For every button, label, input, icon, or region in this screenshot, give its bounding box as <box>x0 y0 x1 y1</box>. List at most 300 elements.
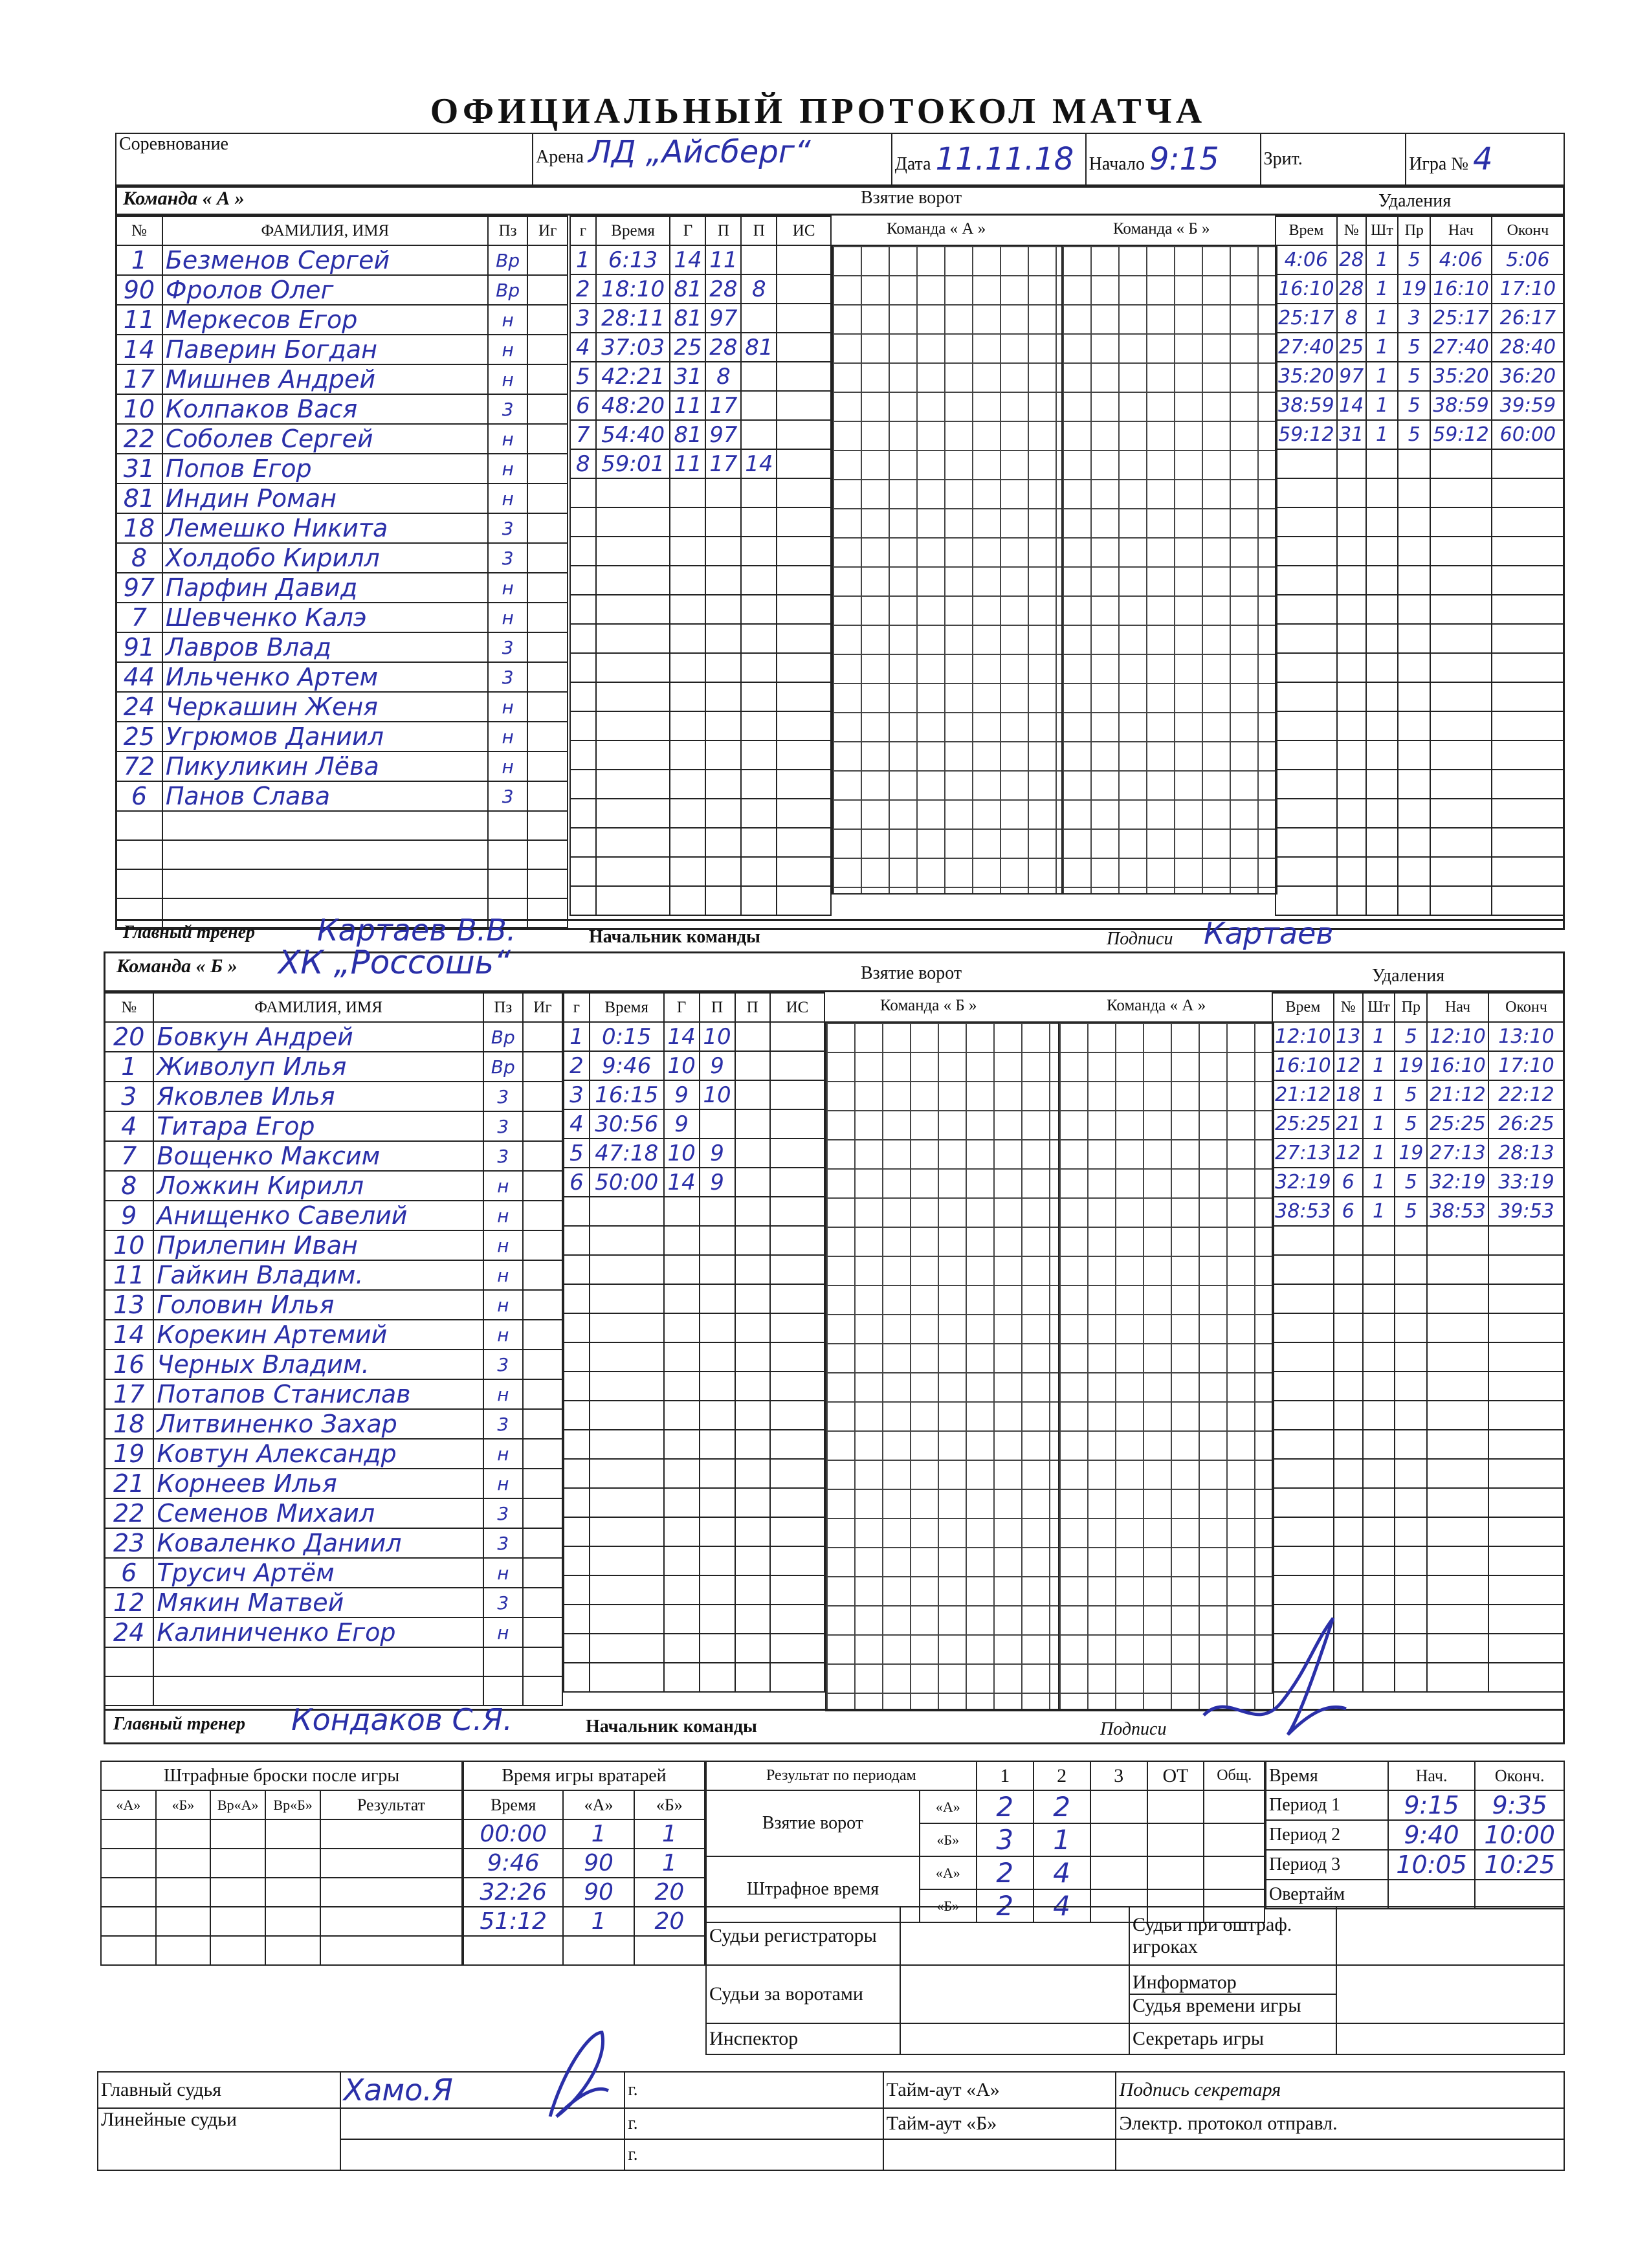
shootout-col-b: «Б» <box>156 1790 211 1819</box>
goal-a2 <box>741 478 777 507</box>
goal-row <box>570 507 831 537</box>
document-title: ОФИЦИАЛЬНЫЙ ПРОТОКОЛ МАТЧА <box>430 91 1206 131</box>
goal-a1 <box>700 1546 735 1575</box>
player-row <box>104 1528 562 1558</box>
player-name: Парфин Давид <box>162 573 488 603</box>
penalty-sh <box>1366 740 1398 770</box>
goals-team-b-tag: «Б» <box>920 1823 977 1856</box>
penalty-row <box>1272 1109 1564 1139</box>
player-played <box>527 513 568 543</box>
player-position: н <box>488 424 528 454</box>
penalty-start <box>1427 1575 1488 1605</box>
goal-a2 <box>741 304 777 333</box>
penalty-sh <box>1366 711 1398 740</box>
player-position: н <box>483 1260 523 1290</box>
penalty-start <box>1430 682 1492 711</box>
penalty-sh <box>1366 595 1398 624</box>
goal-row <box>564 1284 824 1313</box>
player-position: н <box>488 722 528 751</box>
player-number: 97 <box>116 573 162 603</box>
goal-is <box>777 537 831 566</box>
penalty-row <box>1272 1488 1564 1517</box>
goal-n <box>570 537 596 566</box>
penalty-start: 27:13 <box>1427 1139 1488 1168</box>
penalty-pr: 3 <box>1398 304 1430 333</box>
penalty-sh: 1 <box>1366 304 1398 333</box>
shootout-col-a: «А» <box>101 1790 156 1819</box>
goal-is <box>770 1139 824 1168</box>
goal-row <box>564 1459 824 1488</box>
goal-a1: 28 <box>705 274 741 304</box>
goal-g <box>670 770 705 799</box>
goal-a1 <box>705 857 741 886</box>
player-position: 3 <box>488 781 528 811</box>
goal-col-g: Г <box>664 993 700 1022</box>
player-played <box>527 869 568 898</box>
penalty-end <box>1488 1546 1564 1575</box>
player-played <box>523 1558 562 1588</box>
start-label: Начало <box>1089 154 1145 174</box>
goal-g: 14 <box>664 1168 700 1197</box>
penalty-sh <box>1366 857 1398 886</box>
goal-n: 4 <box>564 1109 590 1139</box>
penalty-row <box>1276 799 1564 828</box>
penalty-start <box>1430 886 1492 915</box>
goal-n <box>564 1372 590 1401</box>
goal-g <box>664 1197 700 1226</box>
player-played <box>527 751 568 781</box>
player-name: Вощенко Максим <box>153 1141 483 1171</box>
penalty-no <box>1337 507 1366 537</box>
goal-a2: 8 <box>741 274 777 304</box>
goal-g: 81 <box>670 420 705 449</box>
goal-a1 <box>700 1109 735 1139</box>
penalty-pr: 19 <box>1395 1051 1427 1080</box>
team-b-penalties-table <box>1272 992 1565 1693</box>
goal-row <box>564 1051 824 1080</box>
goal-a1: 28 <box>705 333 741 362</box>
penalty-no <box>1334 1459 1363 1488</box>
team-b-coach-value: Кондаков С.Я. <box>291 1702 513 1737</box>
goal-is <box>777 595 831 624</box>
pen-col-min: Шт <box>1363 993 1395 1022</box>
penalty-time <box>1276 653 1337 682</box>
goal-a1: 9 <box>700 1168 735 1197</box>
penalty-no <box>1337 828 1366 857</box>
goal-row <box>570 420 831 449</box>
goal-a1: 9 <box>700 1051 735 1080</box>
player-row <box>116 424 568 454</box>
period-results-header: Результат по периодам <box>706 1761 977 1790</box>
player-row <box>104 1201 562 1230</box>
player-row <box>116 632 568 662</box>
penalty-pr: 5 <box>1395 1168 1427 1197</box>
player-played <box>523 1111 562 1141</box>
player-row <box>116 662 568 692</box>
goal-row <box>564 1255 824 1284</box>
goal-g <box>664 1605 700 1634</box>
penalty-sh <box>1363 1546 1395 1575</box>
player-position: н <box>483 1201 523 1230</box>
penalty-no <box>1334 1342 1363 1372</box>
player-name: Мишнев Андрей <box>162 364 488 394</box>
goal-row <box>570 245 831 274</box>
player-row <box>116 275 568 305</box>
goal-is <box>770 1284 824 1313</box>
player-played <box>523 1469 562 1498</box>
player-name: Фролов Олег <box>162 275 488 305</box>
penalty-row <box>1276 449 1564 478</box>
penalty-time: 16:10 <box>1276 274 1337 304</box>
penalty-time <box>1276 478 1337 507</box>
player-played <box>523 1141 562 1171</box>
penalty-pr <box>1398 478 1430 507</box>
goal-row <box>564 1663 824 1692</box>
goal-is <box>770 1109 824 1139</box>
period-times-table <box>1265 1761 1565 1909</box>
player-position: н <box>483 1320 523 1350</box>
goal-a2 <box>735 1546 770 1575</box>
goal-a1: 10 <box>700 1022 735 1051</box>
player-number: 24 <box>116 692 162 722</box>
goal-is <box>777 770 831 799</box>
penalty-pr: 5 <box>1398 420 1430 449</box>
goal-time <box>590 1313 664 1342</box>
penalty-no <box>1337 537 1366 566</box>
team-a-coach-label: Главный тренер <box>123 922 256 942</box>
officials-registrars: Судьи регистраторы <box>706 1907 900 1965</box>
goalie-time: 9:46 <box>463 1849 563 1878</box>
penalty-no: 97 <box>1337 362 1366 391</box>
penalty-row <box>1272 1430 1564 1459</box>
penalty-time <box>1276 711 1337 740</box>
penalty-pr <box>1395 1459 1427 1488</box>
penalty-time: 21:12 <box>1272 1080 1334 1109</box>
goal-n: 5 <box>564 1139 590 1168</box>
goal-a1 <box>700 1430 735 1459</box>
penalty-row <box>1276 274 1564 304</box>
period-col-ot: ОТ <box>1147 1761 1204 1790</box>
player-played <box>527 424 568 454</box>
player-played <box>523 1528 562 1558</box>
penalty-end: 28:40 <box>1492 333 1564 362</box>
penalty-sh <box>1363 1284 1395 1313</box>
player-name: Трусич Артём <box>153 1558 483 1588</box>
team-a-manager-label: Начальник команды <box>589 927 760 947</box>
penalty-time: 32:19 <box>1272 1168 1334 1197</box>
team-b-ice-a-header: Команда « А » <box>1107 997 1206 1014</box>
goal-a1 <box>700 1401 735 1430</box>
player-row <box>104 1260 562 1290</box>
penalty-row <box>1276 682 1564 711</box>
pen-col-start: Нач <box>1427 993 1488 1022</box>
penalty-pr <box>1398 624 1430 653</box>
goal-time <box>596 595 670 624</box>
penalty-end: 36:20 <box>1492 362 1564 391</box>
goal-a1 <box>700 1605 735 1634</box>
goal-is <box>777 507 831 537</box>
player-row <box>116 869 568 898</box>
penalty-end: 33:19 <box>1488 1168 1564 1197</box>
penalty-pr: 5 <box>1395 1109 1427 1139</box>
goalie-b: 1 <box>634 1849 705 1878</box>
goalie-time: 00:00 <box>463 1819 563 1849</box>
goal-time <box>590 1605 664 1634</box>
goal-time <box>596 740 670 770</box>
team-a-coach-value: Картаев В.В. <box>317 913 516 948</box>
goal-row <box>564 1488 824 1517</box>
player-name: Прилепин Иван <box>153 1230 483 1260</box>
goal-n <box>570 507 596 537</box>
penalty-start <box>1430 507 1492 537</box>
player-number: 31 <box>116 454 162 484</box>
goalie-col-a: «А» <box>563 1790 634 1819</box>
goal-a1: 17 <box>705 391 741 420</box>
player-played <box>523 1409 562 1439</box>
pen-col-time: Врем <box>1272 993 1334 1022</box>
player-played <box>523 1320 562 1350</box>
goal-g: 10 <box>664 1051 700 1080</box>
penalty-sh <box>1366 799 1398 828</box>
goal-g: 9 <box>664 1109 700 1139</box>
goal-time: 37:03 <box>596 333 670 362</box>
period-start: 9:40 <box>1388 1820 1476 1850</box>
goalie-row <box>463 1849 705 1878</box>
goal-n <box>564 1401 590 1430</box>
goal-n: 2 <box>564 1051 590 1080</box>
penalty-time <box>1276 449 1337 478</box>
goal-time <box>596 653 670 682</box>
player-name: Черкашин Женя <box>162 692 488 722</box>
player-played <box>527 275 568 305</box>
goal-a2 <box>735 1517 770 1546</box>
goal-n <box>570 711 596 740</box>
player-row <box>104 1647 562 1676</box>
player-number: 10 <box>116 394 162 424</box>
player-row <box>116 394 568 424</box>
period-col-2: 2 <box>1034 1761 1090 1790</box>
player-name: Пикуликин Лёва <box>162 751 488 781</box>
game-cell <box>1406 133 1564 185</box>
penalty-sh: 1 <box>1366 333 1398 362</box>
penalty-pr <box>1395 1634 1427 1663</box>
player-played <box>523 1676 562 1706</box>
goal-time <box>590 1575 664 1605</box>
goal-a1 <box>700 1313 735 1342</box>
player-number: 14 <box>104 1320 153 1350</box>
penalty-start: 16:10 <box>1427 1051 1488 1080</box>
goal-row <box>570 595 831 624</box>
goal-row <box>564 1022 824 1051</box>
goal-g <box>670 711 705 740</box>
pim-b-p1: 2 <box>977 1889 1034 1922</box>
penalty-start: 59:12 <box>1430 420 1492 449</box>
player-name: Холдобо Кирилл <box>162 543 488 573</box>
player-row <box>104 1618 562 1647</box>
penalty-time <box>1276 740 1337 770</box>
penalty-row <box>1276 828 1564 857</box>
penalty-sh <box>1363 1401 1395 1430</box>
penalty-row <box>1276 537 1564 566</box>
goal-time <box>590 1634 664 1663</box>
player-played <box>523 1290 562 1320</box>
player-played <box>527 335 568 364</box>
penalty-no <box>1334 1546 1363 1575</box>
goal-row <box>570 799 831 828</box>
team-a-signatures-label: Подписи <box>1107 929 1173 949</box>
team-b-penalties-header: Удаления <box>1372 966 1445 986</box>
goal-a2 <box>735 1051 770 1080</box>
penalty-row <box>1276 507 1564 537</box>
team-b-signature-scribble <box>1191 1605 1359 1754</box>
period-start-header: Нач. <box>1388 1761 1476 1790</box>
player-played <box>523 1230 562 1260</box>
goal-n <box>570 653 596 682</box>
player-played <box>527 811 568 840</box>
penalty-row <box>1276 333 1564 362</box>
goal-g: 25 <box>670 333 705 362</box>
penalty-row <box>1272 1197 1564 1226</box>
penalty-end: 22:12 <box>1488 1080 1564 1109</box>
player-position: н <box>488 603 528 632</box>
goal-a2 <box>741 682 777 711</box>
goal-row <box>564 1430 824 1459</box>
player-position: н <box>488 692 528 722</box>
goalie-time: 32:26 <box>463 1878 563 1907</box>
goal-is <box>777 478 831 507</box>
goal-time <box>596 537 670 566</box>
penalty-pr: 5 <box>1398 362 1430 391</box>
penalty-start <box>1430 449 1492 478</box>
player-row <box>104 1230 562 1260</box>
penalty-pr <box>1398 740 1430 770</box>
goal-a1 <box>705 478 741 507</box>
penalty-start <box>1430 857 1492 886</box>
penalty-no: 28 <box>1337 274 1366 304</box>
penalty-sh <box>1363 1488 1395 1517</box>
player-played <box>527 662 568 692</box>
goal-a2: 14 <box>741 449 777 478</box>
goalie-b: 20 <box>634 1878 705 1907</box>
player-row <box>116 543 568 573</box>
officials-table <box>705 1906 1565 2055</box>
penalty-start <box>1430 478 1492 507</box>
goal-n <box>564 1430 590 1459</box>
goal-n: 6 <box>570 391 596 420</box>
period-label: Овертайм <box>1266 1880 1388 1909</box>
goal-n <box>564 1197 590 1226</box>
goal-is <box>777 420 831 449</box>
penalty-sh <box>1363 1313 1395 1342</box>
pen-col-no: № <box>1334 993 1363 1022</box>
goal-row <box>564 1372 824 1401</box>
officials-inspector: Инспектор <box>706 2023 900 2054</box>
penalty-sh <box>1366 537 1398 566</box>
goal-row <box>570 478 831 507</box>
penalty-end <box>1492 653 1564 682</box>
player-number: 44 <box>116 662 162 692</box>
goal-a1: 8 <box>705 362 741 391</box>
team-a-label: Команда « А » <box>123 188 245 209</box>
penalty-end <box>1492 857 1564 886</box>
penalty-time <box>1276 566 1337 595</box>
penalty-sh: 1 <box>1363 1139 1395 1168</box>
goal-a2 <box>741 653 777 682</box>
player-name: Ильченко Артем <box>162 662 488 692</box>
goal-a1 <box>700 1342 735 1372</box>
player-position: 3 <box>483 1141 523 1171</box>
penalty-row <box>1272 1139 1564 1168</box>
penalty-start: 21:12 <box>1427 1080 1488 1109</box>
goal-col-period: г <box>564 993 590 1022</box>
goal-a1 <box>705 886 741 915</box>
pim-team-a-tag: «А» <box>920 1856 977 1889</box>
goal-g <box>670 682 705 711</box>
goals-a-p1: 2 <box>977 1790 1034 1823</box>
goal-row <box>570 711 831 740</box>
penalty-row <box>1276 304 1564 333</box>
penalty-end: 17:10 <box>1492 274 1564 304</box>
period-results-table <box>705 1761 1265 1923</box>
penalty-pr <box>1398 682 1430 711</box>
goal-row <box>570 333 831 362</box>
goal-time: 42:21 <box>596 362 670 391</box>
goal-is <box>770 1575 824 1605</box>
period-label: Период 2 <box>1266 1820 1388 1850</box>
goal-a2 <box>735 1634 770 1663</box>
player-played <box>523 1022 562 1052</box>
goal-g: 10 <box>664 1139 700 1168</box>
player-position: 3 <box>483 1082 523 1111</box>
goal-g <box>664 1546 700 1575</box>
player-row <box>116 811 568 840</box>
team-b-label: Команда « Б » <box>116 955 238 977</box>
penalty-end <box>1488 1226 1564 1255</box>
goal-col-g: Г <box>670 216 705 245</box>
goalie-row <box>463 1907 705 1936</box>
goal-a2 <box>735 1284 770 1313</box>
goal-time: 6:13 <box>596 245 670 274</box>
goal-g <box>670 857 705 886</box>
player-played <box>523 1052 562 1082</box>
penalty-end <box>1488 1663 1564 1692</box>
penalty-end <box>1492 886 1564 915</box>
city-3: г. <box>625 2139 883 2170</box>
goal-n <box>564 1226 590 1255</box>
player-played <box>523 1379 562 1409</box>
goal-row <box>570 537 831 566</box>
player-position: 3 <box>483 1528 523 1558</box>
player-row <box>116 305 568 335</box>
penalty-no: 18 <box>1334 1080 1363 1109</box>
goal-n <box>564 1488 590 1517</box>
penalty-row <box>1276 478 1564 507</box>
goal-col-a1: П <box>700 993 735 1022</box>
pim-a-p1: 2 <box>977 1856 1034 1889</box>
goal-g: 11 <box>670 391 705 420</box>
penalty-sh <box>1363 1634 1395 1663</box>
goal-a2 <box>741 566 777 595</box>
penalty-pr <box>1398 886 1430 915</box>
penalty-no <box>1337 449 1366 478</box>
goal-row <box>570 770 831 799</box>
head-ref-signature-scribble <box>531 2019 621 2129</box>
goal-col-time: Время <box>596 216 670 245</box>
goal-time <box>590 1197 664 1226</box>
player-row <box>104 1498 562 1528</box>
penalty-start <box>1427 1313 1488 1342</box>
penalty-no <box>1337 886 1366 915</box>
